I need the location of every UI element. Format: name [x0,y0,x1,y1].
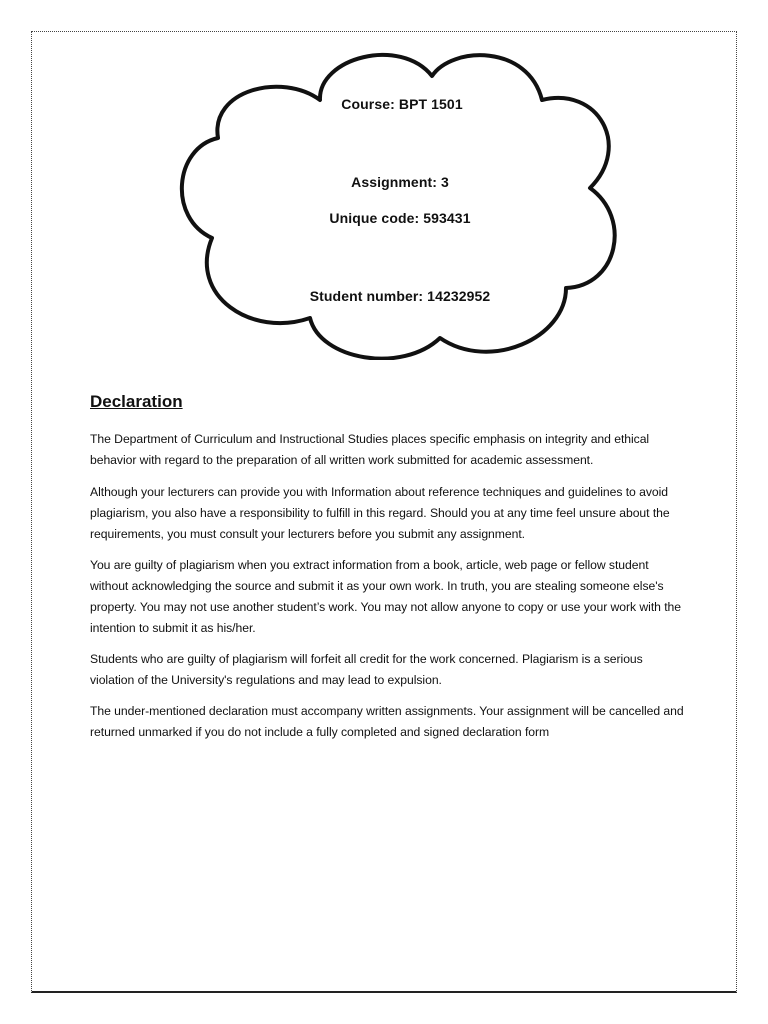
declaration-paragraph-1: The Department of Curriculum and Instructional Studies places specific emphasis on integrity and ethical behavior with regard to the preparation of all written work submitted for academic assessment. [90,432,650,467]
declaration-paragraph-2: Although your lecturers can provide you with Information about reference techniques and guidelines to avoid plagiarism, you also have a responsibility to fulfill in this regard. Should you at any time feel unsure about the requirements, you must consult your lecturers before you submit any assignment. [90,485,670,541]
cloud-callout [170,38,630,360]
student-number-label: Student number: 14232952 [309,288,491,304]
cloud-shape [170,38,630,360]
declaration-paragraph-4: Students who are guilty of plagiarism will forfeit all credit for the work concerned. Plagiarism is a serious violation of the University's regulations and may lead to expulsion. [90,652,643,687]
declaration-heading: Declaration [90,392,183,411]
assignment-label: Assignment: 3 [351,174,449,190]
declaration-paragraph-3: You are guilty of plagiarism when you extract information from a book, article, web page or fellow student without acknowledging the source and submit it as your own work. In truth, you are stealing someone else's property. You may not use another student’s work. You may not allow anyone to copy or use your work with the intention to submit it as his/her. [90,558,682,635]
unique-code-label: Unique code: 593431 [329,210,471,226]
course-label: Course: BPT 1501 [341,96,463,112]
declaration-paragraph-5: The under-mentioned declaration must accompany written assignments. Your assignment will be cancelled and returned unmarked if you do not include a fully completed and signed declaration form [90,704,684,739]
